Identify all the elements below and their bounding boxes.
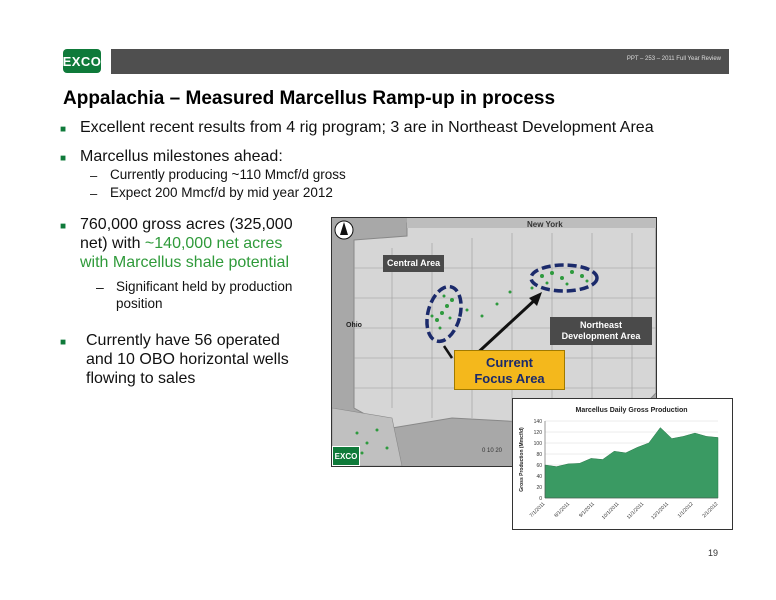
slide-title: Appalachia – Measured Marcellus Ramp-up in process [63,88,556,109]
x-tick-label: 11/1/2011 [625,501,646,521]
bullet-3-line-3: with Marcellus shale potential [80,254,289,271]
production-chart-svg [513,399,732,529]
header-bar-text: PPT – 253 – 2011 Full Year Review [626,56,721,62]
bullet-square-icon: ■ [60,124,67,135]
bullet-4-line-2: and 10 OBO horizontal wells [86,351,289,368]
map-ohio-label: Ohio [346,322,362,329]
x-tick-label: 9/1/2011 [578,501,596,519]
bullet-3-sub-line-2: position [116,296,163,311]
map-logo-text: EXCO [334,451,358,461]
x-tick-label: 7/1/2011 [528,501,547,519]
net-acres-highlight: ~140,000 net acres [144,235,283,252]
x-tick-label: 10/1/2011 [600,501,621,521]
y-tick-label: 140 [533,419,542,425]
bullet-3-line-2 [80,234,282,253]
y-tick-label: 40 [536,474,542,480]
northeast-area-callout [550,317,652,345]
map-state-label: New York [527,220,563,229]
y-tick-label: 20 [536,485,542,491]
map-scale: 0 10 20 [482,448,503,454]
current-focus-area-box [454,350,565,390]
production-chart [512,398,733,530]
bullet-4-line-3: flowing to sales [86,370,196,387]
northeast-line-1: Northeast [579,320,622,330]
y-tick-label: 100 [533,441,542,447]
y-tick-label: 60 [536,463,542,469]
exco-logo [63,49,101,73]
northeast-line-2: Development Area [561,331,641,341]
y-tick-label: 120 [533,430,542,436]
focus-line-1: Current [486,355,533,370]
bullet-square-icon: ■ [60,221,67,232]
central-area-callout: Central Area [383,255,444,272]
x-tick-label: 1/1/2012 [676,501,695,520]
x-tick-label: 8/1/2011 [553,501,572,519]
bullet-3-line-2a: net) with [80,235,145,252]
bullet-2: Marcellus milestones ahead: [80,148,283,165]
bullet-square-icon: ■ [60,337,67,348]
bullet-square-icon: ■ [60,153,67,164]
header-bar [111,49,729,74]
production-area [545,428,718,498]
bullet-1: Excellent recent results from 4 rig program; 3 are in Northeast Development Area [80,119,654,136]
y-axis-label: Gross Production (Mmcf/d) [519,427,525,492]
x-tick-label: 2/1/2012 [701,501,720,520]
dash-icon: – [90,168,98,183]
logo-text: EXCO [62,53,102,69]
bullet-4-line-1: Currently have 56 operated [86,332,280,349]
dash-icon: – [90,186,98,201]
x-tick-label: 12/1/2011 [650,501,670,521]
bullet-2-sub-1: Currently producing ~110 Mmcf/d gross [110,167,346,182]
map-exco-logo [332,446,360,466]
dash-icon: – [96,279,104,295]
bullet-2-sub-2: Expect 200 Mmcf/d by mid year 2012 [110,185,333,200]
y-tick-label: 80 [536,452,542,458]
page-number: 19 [707,548,718,558]
bullet-3-line-1: 760,000 gross acres (325,000 [80,216,293,233]
focus-line-2: Focus Area [474,371,545,386]
chart-title: Marcellus Daily Gross Production [575,407,688,414]
y-tick-label: 0 [539,496,542,502]
bullet-3-sub-line-1: Significant held by production [116,279,293,294]
